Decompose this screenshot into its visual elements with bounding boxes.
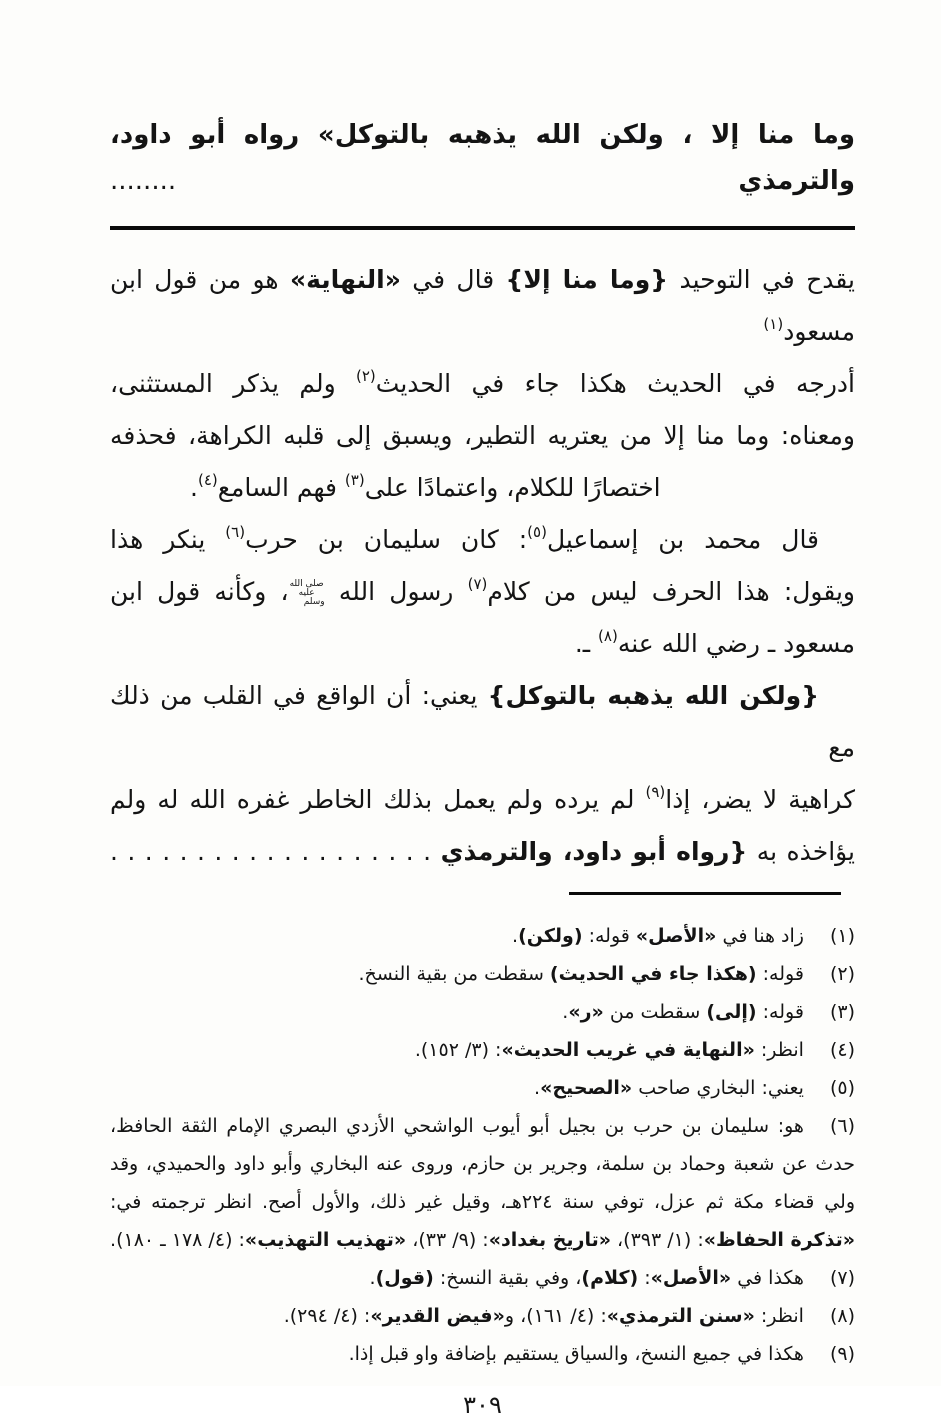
body-line — [110, 410, 855, 462]
footnote-text — [415, 1039, 804, 1061]
text-segment: (كلام) — [581, 1267, 639, 1289]
text-segment: «النهاية» — [289, 265, 401, 294]
text-segment: (إلى) — [706, 1001, 757, 1023]
footnote-separator — [569, 892, 841, 895]
text-segment: أدرجه في الحديث هكذا جاء في الحديث — [375, 369, 855, 398]
footnote-item — [110, 1259, 855, 1297]
text-segment: . — [369, 1267, 376, 1289]
body-line — [110, 670, 855, 774]
footnote-text — [358, 963, 803, 985]
text-segment: ويقول: هذا الحرف ليس من كلام — [487, 577, 856, 606]
footnote-text — [512, 925, 804, 947]
text-segment: سقطت من — [603, 1001, 707, 1023]
text-segment: يعني: البخاري صاحب — [632, 1077, 804, 1099]
text-segment: (هكذا جاء في الحديث) — [549, 963, 757, 985]
body-line — [110, 618, 855, 670]
text-segment: كراهية لا يضر، إذا — [665, 785, 855, 814]
text-segment: قوله: — [582, 925, 636, 947]
text-segment: : كان سليمان بن حرب — [245, 525, 528, 554]
footnote-ref: (٥) — [527, 523, 547, 541]
body-line — [110, 254, 855, 358]
text-segment: مسعود ـ رضي الله عنه — [617, 629, 855, 658]
text-segment: يعني: أن الواقع في القلب من ذلك مع — [110, 681, 855, 762]
page-number: ٣٠٩ — [463, 1391, 502, 1419]
footnote-item — [110, 1069, 855, 1107]
body-line — [110, 462, 855, 514]
text-segment: . — [534, 1077, 541, 1099]
text-segment: يقدح في التوحيد — [668, 265, 855, 294]
footnote-item — [110, 1335, 855, 1373]
footnote-item — [110, 993, 855, 1031]
text-segment: «الأصل» — [635, 925, 717, 947]
footnote-number: (٣) — [829, 1001, 855, 1023]
text-segment: «تاريخ بغداد» — [488, 1229, 611, 1251]
footnote-ref: (٢) — [356, 367, 376, 385]
text-segment: قوله: — [756, 1001, 804, 1023]
text-segment: هكذا في جميع النسخ، والسياق يستقيم بإضافة واو قبل إذا. — [348, 1343, 804, 1365]
text-segment: وما منا إلا ، ولكن الله يذهبه بالتوكل» رواه أبو داود، والترمذي — [110, 120, 855, 196]
text-segment: ولم يذكر المستثنى، — [110, 369, 356, 398]
text-segment: : (٤/ ١٦١)، و — [504, 1305, 607, 1327]
text-segment: ـ. — [574, 629, 599, 658]
text-segment: ، وكأنه قول ابن — [110, 577, 289, 606]
text-segment: «ر» — [568, 1001, 604, 1023]
text-segment: فهم السامع — [217, 473, 345, 502]
footnote-text — [370, 1267, 804, 1289]
footnote-text — [534, 1077, 804, 1099]
text-segment: «تذكرة الحفاظ» — [703, 1229, 855, 1251]
footnote-number: (٩) — [829, 1343, 855, 1365]
body-paragraph — [110, 514, 855, 670]
text-segment: : (١/ ٣٩٣)، — [611, 1229, 704, 1251]
footnote-item — [110, 1031, 855, 1069]
footnotes-section — [110, 917, 855, 1373]
text-segment: «سنن الترمذي» — [606, 1305, 755, 1327]
footnote-ref: (٦) — [225, 523, 246, 541]
text-segment: . — [512, 925, 519, 947]
footnote-ref: (١) — [763, 315, 784, 333]
text-segment: {ولكن الله يذهبه بالتوكل} — [487, 681, 819, 710]
text-segment: : (٩/ ٣٣)، — [406, 1229, 489, 1251]
text-segment: هكذا في — [731, 1267, 804, 1289]
text-segment: «تهذيب التهذيب» — [244, 1229, 407, 1251]
body-line — [110, 514, 855, 566]
text-segment: . . . . . . . . . . . . . . . . . . . — [110, 837, 441, 866]
text-segment: هو: سليمان بن حرب بن بجيل أبو أيوب الواشحي الأزدي البصري الإمام الثقة الحافظ، حدث عن شعبة وحماد بن سلمة، وجرير بن حازم، وروى عنه البخاري وأبو داود والحميدي، وقد ولي قضاء مكة ثم عزل، توفي سنة ٢٢٤هـ، وقيل غير ذلك، والأول أصح. انظر ترجمته في: — [110, 1115, 855, 1213]
text-segment: . — [190, 473, 198, 502]
footnote-item — [110, 1107, 855, 1259]
saws-symbol: صلى الله عليه وسلم — [289, 578, 325, 607]
text-segment: «فيض القدير» — [370, 1305, 505, 1327]
text-segment: انظر: — [754, 1039, 804, 1061]
text-segment: : — [638, 1267, 651, 1289]
footnote-number: (٤) — [829, 1039, 855, 1061]
text-segment: رسول الله — [324, 577, 468, 606]
footnote-number: (٧) — [829, 1267, 855, 1289]
text-segment: لم يرده ولم يعمل بذلك الخاطر غفره الله له ولم — [110, 785, 646, 814]
text-segment: قال في — [400, 265, 506, 294]
running-header — [110, 112, 855, 204]
text-segment: : (٤/ ١٧٨ ـ ١٨٠). — [110, 1229, 245, 1251]
text-segment: قال محمد بن إسماعيل — [546, 525, 820, 554]
footnote-item — [110, 955, 855, 993]
text-segment: : (٤/ ٢٩٤). — [283, 1305, 371, 1327]
footnote-ref: (٨) — [598, 627, 618, 645]
footnote-number: (٦) — [829, 1115, 855, 1137]
footnote-number: (٥) — [829, 1077, 855, 1099]
footnote-text — [349, 1343, 804, 1365]
text-segment: «الصحيح» — [540, 1077, 633, 1099]
text-segment: ، وفي بقية النسخ: — [433, 1267, 582, 1289]
footnote-text — [110, 1115, 855, 1251]
text-segment: ينكر هذا — [110, 525, 226, 554]
text-segment: (قول) — [375, 1267, 434, 1289]
body-paragraph — [110, 670, 855, 878]
ellipsis-dots: ........ — [110, 166, 177, 196]
header-rule — [110, 226, 855, 230]
footnote-ref: (٤) — [197, 471, 218, 489]
text-segment: يؤاخذه به — [747, 837, 856, 866]
text-segment: (ولكن) — [518, 925, 583, 947]
body-line — [110, 358, 855, 410]
footnote-text — [562, 1001, 804, 1023]
body-text — [110, 254, 855, 878]
footnote-number: (١) — [829, 925, 855, 947]
text-segment: سقطت من بقية النسخ. — [358, 963, 550, 985]
text-segment: {رواه أبو داود، والترمذي — [440, 837, 748, 866]
footnote-item — [110, 1297, 855, 1335]
footnote-text — [284, 1305, 804, 1327]
footnote-ref: (٧) — [467, 575, 488, 593]
text-segment: هو من قول ابن مسعود — [110, 265, 855, 346]
body-line — [110, 826, 855, 878]
text-segment: ومعناه: وما منا إلا من يعتريه التطير، ويسبق إلى قلبه الكراهة، فحذفه — [110, 421, 855, 450]
text-segment: {وما منا إلا} — [505, 265, 669, 294]
text-segment: انظر: — [754, 1305, 804, 1327]
text-segment: زاد هنا في — [716, 925, 804, 947]
body-paragraph — [110, 254, 855, 514]
footnote-ref: (٣) — [344, 471, 365, 489]
body-line — [110, 566, 855, 618]
footnote-item — [110, 917, 855, 955]
text-segment: «الأصل» — [650, 1267, 732, 1289]
text-segment: «النهاية في غريب الحديث» — [501, 1039, 755, 1061]
text-segment: اختصارًا للكلام، واعتمادًا على — [364, 473, 661, 502]
body-line — [110, 774, 855, 826]
footnote-number: (٢) — [829, 963, 855, 985]
footnote-number: (٨) — [829, 1305, 855, 1327]
text-segment: قوله: — [756, 963, 804, 985]
text-segment: : (٣/ ١٥٢). — [414, 1039, 502, 1061]
text-segment: . — [562, 1001, 569, 1023]
footnote-ref: (٩) — [645, 783, 666, 801]
